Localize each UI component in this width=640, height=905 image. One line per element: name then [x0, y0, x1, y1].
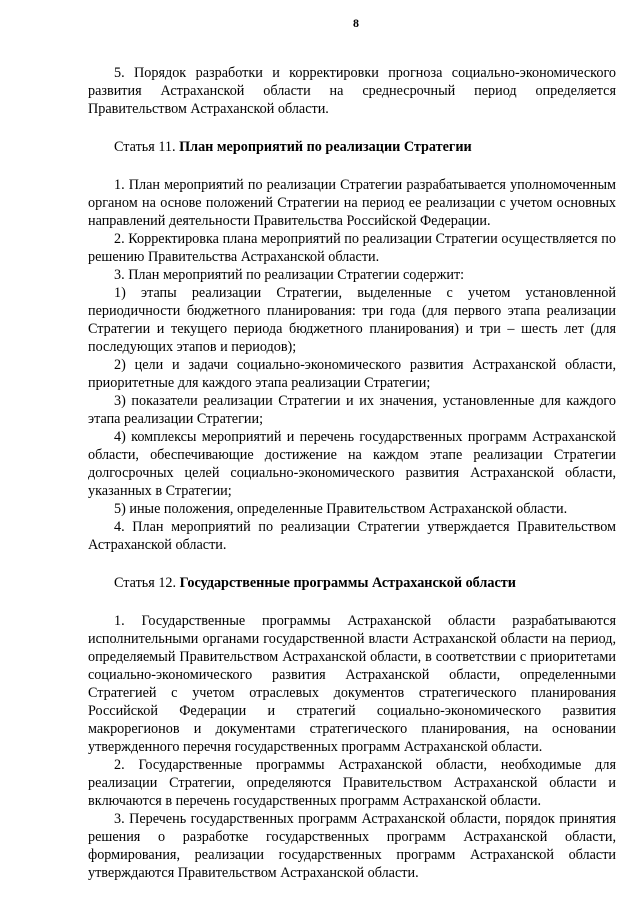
article-11-prefix: Статья 11.: [114, 139, 180, 155]
article-12-paragraph-3: 3. Перечень государственных программ Астраханской области, порядок принятия решения о разработке государственных программ Астраханской области, формирования, реализации государственных программ Астраханской области утверждаются Правительством Астраханской области.: [88, 811, 616, 881]
page-number: 8: [353, 16, 359, 30]
article-11-paragraph-4: 4. План мероприятий по реализации Стратегии утверждается Правительством Астраханской области.: [88, 519, 616, 553]
article-11-paragraph-2: 2. Корректировка плана мероприятий по реализации Стратегии осуществляется по решению Правительства Астраханской области.: [88, 231, 616, 265]
article-11-title: План мероприятий по реализации Стратегии: [179, 139, 472, 155]
article-11-item-3: 3) показатели реализации Стратегии и их значения, установленные для каждого этапа реализации Стратегии;: [88, 393, 616, 427]
article-11-item-5: 5) иные положения, определенные Правительством Астраханской области.: [114, 501, 568, 517]
article-11-heading: [88, 138, 616, 156]
article-11-item-1: 1) этапы реализации Стратегии, выделенные с учетом установленной периодичности бюджетного планирования: три года (для первого этапа реализации Стратегии и текущего периода бюджетного планирования) и три – шесть лет (для последующих этапов и периодов);: [88, 285, 616, 355]
article-12-paragraph-1: 1. Государственные программы Астраханской области разрабатываются исполнительными органами государственной власти Астраханской области на период, определяемый Правительством Астраханской области, в соответствии с приоритетами социально-экономического развития Астраханской области, определенными Стратегией с учетом отраслевых документов стратегического планирования Российской Федерации и стратегий социально-экономического развития макрорегионов и документами стратегического планирования, на основании утвержденного перечня государственных программ Астраханской области.: [88, 613, 616, 755]
spacer: [88, 156, 616, 176]
intro-paragraph-5: 5. Порядок разработки и корректировки прогноза социально-экономического развития Астраханской области на среднесрочный период определяется Правительством Астраханской области.: [88, 65, 616, 117]
article-12-paragraph-2: 2. Государственные программы Астраханской области, необходимые для реализации Стратегии, определяются Правительством Астраханской области и включаются в перечень государственных программ Астраханской области.: [88, 757, 616, 809]
article-11-item-4: 4) комплексы мероприятий и перечень государственных программ Астраханской области, обеспечивающие достижение на каждом этапе реализации Стратегии долгосрочных целей социально-экономического развития Астраханской области, указанных в Стратегии;: [88, 429, 616, 499]
article-12-heading: [88, 574, 616, 592]
spacer: [88, 554, 616, 574]
spacer: [88, 118, 616, 138]
article-12-title: Государственные программы Астраханской области: [179, 575, 516, 591]
spacer: [88, 32, 616, 64]
article-11-item-2: 2) цели и задачи социально-экономического развития Астраханской области, приоритетные для каждого этапа реализации Стратегии;: [88, 357, 616, 391]
document-page: [88, 14, 616, 882]
spacer: [88, 592, 616, 612]
article-11-paragraph-1: 1. План мероприятий по реализации Стратегии разрабатывается уполномоченным органом на основе положений Стратегии на период ее реализации с учетом основных направлений деятельности Правительства Российской Федерации.: [88, 177, 616, 229]
article-11-paragraph-3: 3. План мероприятий по реализации Стратегии содержит:: [114, 267, 465, 283]
article-12-prefix: Статья 12.: [114, 575, 180, 591]
